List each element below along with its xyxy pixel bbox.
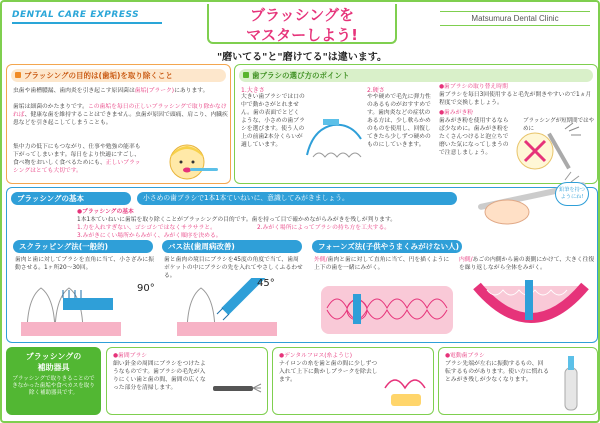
- purpose-text-2: 歯垢は細菌のかたまりです。この歯垢を毎日の正しいブラッシングで取り除かなければ、健康な歯を維持することはできません。虫歯が原因で頭痛、肩こり、内臓疾患などを引き起こしてしまうことも。: [13, 104, 228, 126]
- main-title-line1: ブラッシングを: [249, 6, 355, 24]
- replace-text: 歯ブラシを毎日3回使用すると毛先が開きやすいので1ヵ月程度で交換しましょう。: [439, 92, 592, 106]
- purpose-heading: ブラッシングの目的は(歯垢)を取り除くこと: [11, 69, 226, 82]
- tool-1-label: ●歯間ブラシ: [113, 353, 148, 359]
- bass-method-illustration: [167, 278, 297, 336]
- tool-panel-floss: [272, 347, 434, 415]
- choose-panel: [234, 64, 598, 184]
- clinic-name: Matsumura Dental Clinic: [440, 11, 590, 26]
- basics-line-3: 2.みがく場所によってブラシの持ち方を工夫する。: [257, 225, 391, 231]
- fones-outer-illustration: [317, 280, 457, 338]
- child-brushing-illustration: [152, 140, 222, 182]
- tool-2-text: ナイロンの糸を歯と歯の間に少しずつ入れて上下に動かしプラークを除去します。: [279, 361, 378, 383]
- toothpaste-label: ●歯みがき粉: [439, 110, 474, 116]
- electric-toothbrush-icon: [551, 354, 595, 412]
- tool-2-label: ●デンタルフロス(糸ようじ): [279, 353, 352, 359]
- basics-line-2: 1.力を入れすぎない、ゴシゴシではなくサラサラと。: [77, 225, 216, 231]
- tool-3-label: ●電動歯ブラシ: [445, 353, 485, 359]
- basics-line-1: 1本1本ていねいに歯垢を取り除くことがブラッシングの目的です。歯を持って目で確かめながらみがきを残しが判ります。: [77, 217, 397, 223]
- basics-banner: 小さめの歯ブラシで1本1本ていねいに、意識してみがきましょう。: [137, 192, 457, 205]
- method-2-text: 歯と歯肉の境目にブラシを45度の角度で当て、歯周ポケットの中にブラシの先を入れてやさしくふるわせる。: [164, 257, 303, 279]
- angle-45-label: 45°: [257, 278, 275, 289]
- basics-subheading: ●ブラッシングの基本: [77, 209, 134, 215]
- toothbrush-size-illustration: [303, 99, 365, 159]
- tools-title-1: ブラッシングの: [25, 352, 82, 361]
- worn-brush-caption: ブラッシングが短期間ではやめに: [523, 118, 595, 132]
- purpose-text-1: 虫歯や歯槽膿漏、歯肉炎を引き起こす原因菌は歯垢(プラーク)にあります。: [13, 88, 209, 94]
- hardness-label: 2.硬さ: [367, 87, 385, 94]
- tools-title-box: [6, 347, 101, 415]
- main-title-line2: マスターしよう!: [246, 26, 358, 44]
- method-1-text: 歯肉と歯に対してブラシを直角に当て、小さざみに振動させる。1ヶ所20〜30回。: [15, 257, 155, 271]
- dental-floss-icon: [381, 368, 431, 412]
- interdental-brush-icon: [211, 364, 265, 412]
- size-label: 1.大きさ: [241, 87, 265, 94]
- basics-heading: ブラッシングの基本: [11, 192, 131, 205]
- basics-line-4: 3.みがきにくい場所からみがく、みがく順序を決める。: [77, 233, 222, 239]
- title-box: [207, 4, 397, 44]
- method-3-text-inner: 内側/あごの内側から歯の裏側にかけて、大きく往復を繰り返しながら全体をみがく。: [459, 257, 595, 271]
- fones-inner-illustration: [467, 280, 595, 338]
- purpose-text-3: 集中力の低下にもつながり、仕事や勉強の能率も下がってしまいます。毎日をより快適にすごし、食べ物をおいしく食べるためにも、正しいブラッシングはとても大切です。: [13, 144, 141, 174]
- tool-3-text: ブラシ先端が左右に振動するもの、回転するものがあります。使い方に慣れるとみがき残しが少なくなります。: [445, 361, 549, 383]
- method-3-heading: フォーンズ法(子供やうまくみがけない人): [312, 240, 462, 253]
- brand-underline: [12, 22, 162, 24]
- square-bullet-icon: [243, 72, 249, 78]
- tools-description: ブラッシングで取りきることのできなかった歯垢や食べカスを取り除く補助器具です。: [12, 376, 95, 396]
- tool-panel-interdental: [106, 347, 268, 415]
- toothpaste-text: 歯みがき粉を使用するならば少なめに。歯みがき粉をたくさんつけると泡立ちで磨いた気になってしまうので注意しましょう。: [439, 118, 509, 156]
- choose-heading: 歯ブラシの選び方のポイント: [239, 69, 593, 82]
- page-subtitle: "磨いてる"と"磨けてる"は違います。: [216, 52, 388, 63]
- speech-bubble: 鉛筆を持つようにね!: [555, 182, 589, 206]
- replace-label: ●歯ブラシの取り替え時期: [439, 84, 508, 90]
- purpose-panel: [6, 64, 231, 184]
- scrubbing-method-illustration: [21, 278, 151, 336]
- method-1-heading: スクラッピング法(一般的): [13, 240, 153, 253]
- tool-panel-electric: [438, 347, 598, 415]
- hardness-text: やや硬めで毛先に弾力性のあるものがおすすめです。歯肉炎などの症状のある方は、少し軟らかめのものを使用し、回復してきたら少しずつ硬めのものにしていきます。: [367, 94, 431, 148]
- method-2-heading: バス法(歯周病改善): [162, 240, 302, 253]
- size-text: 大きい歯ブラシでは口の中で動かさがとれません。歯の表面でとどくような、小さめの歯ブラシを選びます。使う人の上の前歯2本分くらいが適しています。: [241, 94, 305, 148]
- brand-title: DENTAL CARE EXPRESS: [12, 10, 140, 20]
- square-bullet-icon: [15, 72, 21, 78]
- method-3-text-outer: 外側/歯肉と歯に対して直角に当て、円を描くように上下の歯を一緒にみがく。: [314, 257, 450, 271]
- tool-1-text: 細い針金の周囲にブラシをつけたようなものです。歯ブラシの毛先が入りにくい歯と歯の間、歯間の広くなった部分を清掃します。: [113, 361, 206, 391]
- tools-title-2: 補助器具: [37, 363, 70, 372]
- basics-panel: [6, 187, 598, 343]
- angle-90-label: 90°: [137, 283, 155, 294]
